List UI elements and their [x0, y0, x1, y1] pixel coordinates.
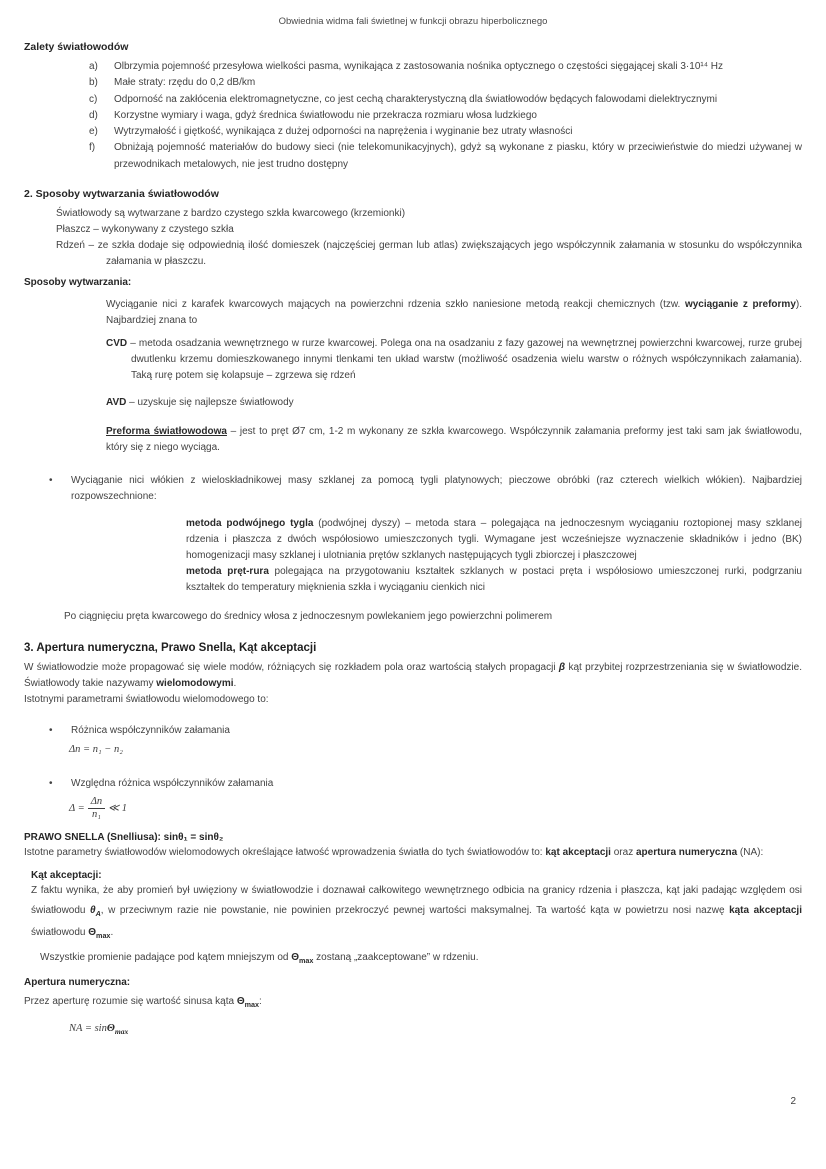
text-segment: Wyciąganie nici z karafek kwarcowych mających na powierzchni rdzenia szkło naniesione metodą reakcji chemicznych (tzw. [106, 299, 685, 311]
snell-law-heading: PRAWO SNELLA (Snelliusa): sinθ₁ = sinθ₂ [24, 832, 224, 844]
text-segment: , w przeciwnym razie nie powstanie, nie powinien przekroczyć pewnej wartości maksymalnej. Ta wartość kąta w powietrzu nosi nazwę [100, 904, 730, 916]
text-segment: – uzyskuje się najlepsze światłowody [126, 397, 294, 409]
text-segment: Istotne parametry światłowodów wielomodowych określające łatwość wprowadzenia światła do tych światłowodów to: [24, 847, 546, 859]
text-segment: NA = sin [69, 1022, 107, 1034]
acceptance-angle-paragraph [31, 881, 802, 946]
text-segment: . [233, 678, 237, 690]
list-item-text: Małe straty: rzędu do 0,2 dB/km [114, 77, 256, 89]
snell-paragraph [24, 845, 802, 861]
text-segment: polegająca na przygotowaniu kształtek szklanych w postaci pręta i współosiowo umieszczonej rurki, podgrzaniu kształtek do temperatury mięknienia szkła i wyciąganiu cienkich nici [186, 566, 802, 594]
bullet-marker: • [49, 725, 53, 737]
text-segment: zostaną „zaakceptowane” w rdzeniu. [313, 951, 479, 963]
text-segment: metoda pręt-rura [186, 566, 269, 578]
page-number: 2 [790, 1096, 796, 1107]
list-item-marker: a) [89, 61, 98, 72]
text-segment: ). Najbardziej znana to [106, 299, 802, 327]
list-item-marker: c) [89, 93, 98, 105]
text-segment: . [110, 927, 114, 939]
list-item-text: Wytrzymałość i giętkość, wynikająca z dużej odporności na naprężenia i wyginanie bez utraty własności [114, 126, 573, 138]
text-segment: max [114, 1026, 129, 1036]
fraction-denominator: n₁ [91, 809, 101, 821]
numerical-aperture-paragraph [24, 992, 802, 1015]
formula-rhs: ≪ 1 [108, 802, 127, 814]
acceptance-angle-heading: Kąt akceptacji: [31, 870, 102, 882]
text-segment: (podwójnej dyszy) – metoda stara – polegająca na jednoczesnym wyciąganiu roztopionej masy szklanej rdzenia i płaszcza z dwóch współosiowo umieszczonych tygli. Wymagane jest wcześniejsze wyznaczenie składników i jedno (BK) homogenizacji masy szklanej i ulotniania prętów szklanych następujących tygli zbiorczej i płaszczowej [186, 518, 802, 562]
page-header-title: Obwiednia widma fali świetlnej w funkcji obrazu hiperbolicznego [278, 16, 548, 27]
text-segment: Przez aperturę rozumie się wartość sinusa kąta [24, 996, 237, 1008]
accepted-rays-line [40, 948, 802, 971]
rod-tube-paragraph [186, 564, 802, 596]
list-item-text: Odporność na zakłócenia elektromagnetyczne, co jest cechą charakterystyczną dla światłowodów będących falowodami dielektrycznymi [114, 93, 718, 105]
text-segment: Wszystkie promienie padające pod kątem mniejszym od [40, 951, 292, 963]
relative-delta-formula [69, 796, 802, 821]
advantages-list [24, 59, 802, 173]
text-segment: – metoda osadzania wewnętrznego w rurze kwarcowej. Polega ona na osadzaniu z fazy gazowej na wewnętrznej powierzchni kwarcowej, rurze grubej dwutlenku krzemu domieszkowanego innymi tlenkami ten układ warstw (możliwość osadzenia wielu warstw o różnych współczynnikach załamania). Taką rurę potem się kolapsuje – zgrzewa się rdzeń [127, 338, 802, 382]
aperture-heading: 3. Apertura numeryczna, Prawo Snella, Kąt akceptacji [24, 642, 317, 655]
bullet-marker: • [49, 475, 53, 487]
avd-paragraph [106, 395, 802, 411]
crucible-bullet [49, 473, 802, 505]
text-segment: Θ [291, 951, 299, 963]
bullet-label: Różnica współczynników załamania [71, 725, 230, 737]
relative-delta-bullet [49, 776, 802, 792]
advantages-heading: Zalety światłowodów [24, 41, 129, 53]
text-segment: apertura numeryczna [635, 847, 738, 859]
text-segment: kąt akceptacji [545, 847, 611, 859]
double-crucible-paragraph [186, 516, 802, 564]
formula-lhs: Δ = [69, 802, 85, 814]
manufacturing-heading: 2. Sposoby wytwarzania światłowodów [24, 188, 219, 201]
manufacturing-intro-line: Rdzeń – ze szkła dodaje się odpowiednią ilość domieszek (najczęściej german lub atlas) zwiększających jego współczynnik załamania w stosunku do współczynnika załamania w płaszczu. [56, 240, 802, 268]
text-segment: metoda podwójnego tygla [186, 518, 314, 530]
aperture-intro-line2: Istotnymi parametrami światłowodu wielomodowego to: [24, 694, 269, 706]
methods-subheading: Sposoby wytwarzania: [24, 277, 132, 289]
fraction-numerator: Δn [88, 796, 105, 809]
list-item-marker: d) [89, 109, 98, 121]
text-segment: oraz [610, 847, 636, 859]
list-item-text: Olbrzymia pojemność przesyłowa wielkości pasma, wynikająca z zastosowania nośnika optycznego o częstości sięgającej skali 3·10¹⁴ Hz [114, 61, 724, 72]
text-segment: kąt przybitej rozprzestrzeniania się w światłowodzie. Światłowody takie nazywamy [24, 662, 802, 690]
text-segment: max [96, 931, 111, 941]
preform-definition [106, 424, 802, 456]
numerical-aperture-heading: Apertura numeryczna: [24, 977, 131, 989]
na-formula [69, 1020, 802, 1041]
text-segment: A [95, 908, 101, 918]
manufacturing-closing: Po ciągnięciu pręta kwarcowego do średnicy włosa z jednoczesnym powlekaniem jego powierzchni polimerem [64, 611, 553, 623]
list-item [89, 140, 802, 173]
bullet-label: Względna różnica współczynników załamania [71, 778, 274, 790]
text-segment: – jest to pręt Ø7 cm, 1-2 m wykonany ze szkła kwarcowego. Współczynnik załamania preformy jest taki sam jak światłowodu, który się z niego wyciąga. [106, 426, 802, 454]
text-segment: kąta akceptacji [729, 904, 802, 916]
text-segment: max [244, 1000, 260, 1010]
fraction [88, 796, 105, 821]
aperture-intro [24, 660, 802, 692]
list-item [89, 75, 802, 91]
list-item [89, 92, 802, 108]
manufacturing-intro-line: Światłowody są wytwarzane z bardzo czystego szkła kwarcowego (krzemionki) [56, 208, 406, 220]
bullet-text: Wyciąganie nici włókien z wieloskładnikowej masy szklanej za pomocą tygli platynowych; pieczowe obróbki (raz czterech wielkich włókien). Najbardziej rozpowszechnione: [71, 475, 802, 503]
text-segment: Θ [106, 1022, 115, 1034]
list-item-text: Obniżają pojemność materiałów do budowy sieci (nie telekomunikacyjnych), gdyż są wykonane z piasku, który w przeciwieństwie do miedzi używanej w przewodnikach metalowych, nie jest trudno dostępny [114, 142, 802, 170]
text-segment: β [558, 662, 566, 674]
manufacturing-intro-line: Płaszcz – wykonywany z czystego szkła [56, 224, 234, 236]
text-segment: Θ [88, 927, 97, 939]
text-segment: wielomodowymi [156, 678, 234, 690]
text-segment: wyciąganie z preformy [684, 299, 796, 311]
list-item [89, 59, 802, 75]
text-segment: Θ [236, 996, 245, 1008]
list-item-marker: b) [89, 77, 98, 89]
text-segment: Preforma światłowodowa [106, 426, 227, 438]
list-item [89, 124, 802, 140]
text-segment: W światłowodzie może propagować się wiele modów, różniących się rozkładem pola oraz wartością stałych propagacji [24, 662, 559, 674]
delta-bullet [49, 723, 802, 739]
delta-n-formula: Δn = n₁ − n₂ [69, 744, 123, 756]
text-segment: światłowodu [31, 927, 89, 939]
list-item-marker: f) [89, 142, 96, 154]
text-segment: CVD [106, 338, 128, 350]
text-segment: Z faktu wynika, że aby promień był uwięziony w światłowodzie i doznawał całkowitego wewnętrznego odbicia na granicy rdzenia i płaszcza, kąt jaki padając względem osi światłowodu [31, 885, 802, 916]
text-segment: : [259, 996, 262, 1008]
list-item-text: Korzystne wymiary i waga, gdyż średnica światłowodu nie przekracza rozmiaru włosa ludzkiego [114, 109, 537, 121]
text-segment: θ [90, 904, 96, 916]
cvd-paragraph [106, 336, 802, 384]
list-item-marker: e) [89, 126, 98, 138]
list-item [89, 108, 802, 124]
bullet-marker: • [49, 778, 53, 790]
text-segment: (NA): [737, 847, 764, 859]
text-segment: max [299, 955, 314, 965]
preform-paragraph [106, 297, 802, 329]
text-segment: AVD [106, 397, 127, 409]
